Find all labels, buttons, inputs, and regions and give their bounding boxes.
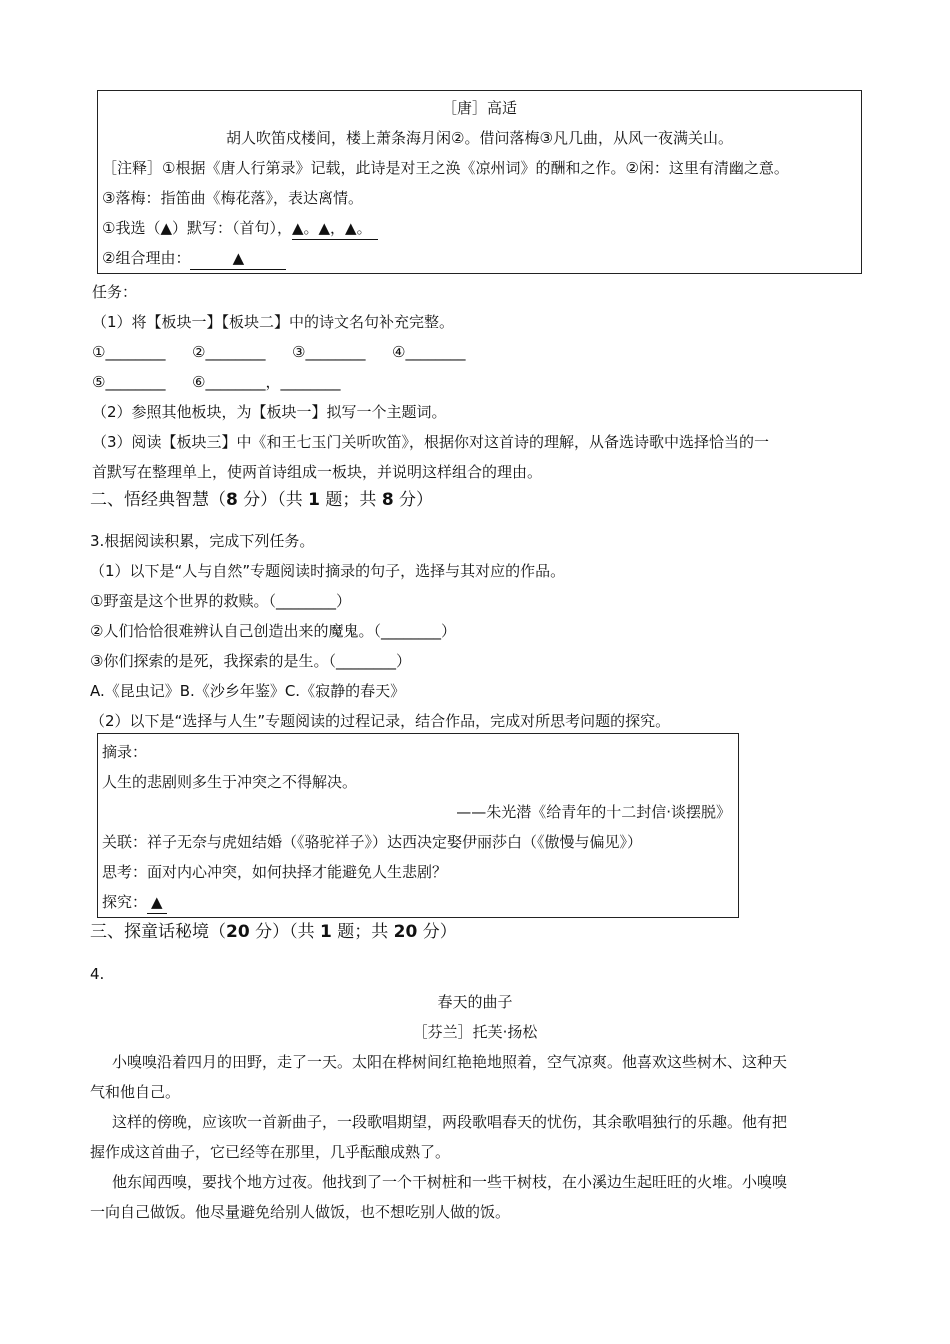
blank-4[interactable]: ④________: [392, 343, 466, 361]
excerpt-relation: 关联：祥子无奈与虎妞结婚（《骆驼祥子》）达西决定娶伊丽莎白（《傲慢与偏见》）: [102, 833, 643, 851]
q4-number: 4.: [90, 965, 105, 983]
section-2-title-text-2: 分）（共: [237, 490, 309, 510]
story-author: ［芬兰］托芙·扬松: [412, 1023, 538, 1041]
section-3-title-text-2: 分）（共: [249, 922, 320, 942]
blank-6[interactable]: ⑥________，________: [192, 373, 341, 391]
story-p1-line2: 气和他自己。: [90, 1083, 181, 1101]
task-q1: （1）将【板块一】【板块二】中的诗文名句补充完整。: [92, 313, 455, 331]
excerpt-source: ——朱光潜《给青年的十二封信·谈摆脱》: [456, 803, 731, 821]
story-title: 春天的曲子: [437, 993, 513, 1011]
section-3-points: 20: [226, 922, 250, 942]
section-2-count: 1: [308, 490, 320, 510]
section-2-title-text-4: 分）: [393, 490, 434, 510]
blank-3[interactable]: ③________: [292, 343, 366, 361]
section-2-title-text: 二、悟经典智慧（: [90, 490, 226, 510]
q3-sentence-3[interactable]: ③你们探索的是死，我探索的是生。（________）: [90, 652, 411, 670]
blank-1[interactable]: ①________: [92, 343, 166, 361]
section-3-title: [90, 921, 457, 943]
task-q3-line2: 首默写在整理单上，使两首诗组成一板块，并说明这样组合的理由。: [92, 463, 543, 481]
tasks-heading: 任务：: [92, 283, 138, 301]
poem-item-2-blank[interactable]: ▲: [190, 247, 286, 270]
section-2-points: 8: [226, 490, 238, 510]
q3-2: （2）以下是“选择与人生”专题阅读的过程记录，结合作品，完成对所思考问题的探究。: [90, 712, 671, 730]
section-3-count: 1: [319, 922, 332, 942]
poem-item-1-prefix: ①我选（▲）默写：（首句），: [102, 219, 292, 237]
q3-options: A.《昆虫记》B.《沙乡年鉴》C.《寂静的春天》: [90, 682, 406, 700]
q3-1: （1）以下是“人与自然”专题阅读时摘录的句子，选择与其对应的作品。: [90, 562, 566, 580]
poem-item-1-blank[interactable]: ▲。▲，▲。: [292, 217, 378, 240]
blank-2[interactable]: ②________: [192, 343, 266, 361]
poem-item-2-prefix: ②组合理由：: [102, 249, 191, 267]
excerpt-box: [97, 733, 739, 918]
section-3-title-text-3: 题；共: [331, 922, 394, 942]
task-q3-line1: （3）阅读【板块三】中《和王七玉门关听吹笛》，根据你对这首诗的理解，从备选诗歌中选择恰当的一: [92, 433, 770, 451]
excerpt-label: 摘录：: [102, 743, 148, 761]
blank-5[interactable]: ⑤________: [92, 373, 166, 391]
q3-sentence-2[interactable]: ②人们恰恰很难辨认自己创造出来的魔鬼。（________）: [90, 622, 456, 640]
q3-intro: 3.根据阅读积累，完成下列任务。: [90, 532, 315, 550]
section-2-title-text-3: 题；共: [320, 490, 382, 510]
section-2-total: 8: [381, 490, 394, 510]
task-q2: （2）参照其他板块，为【板块一】拟写一个主题词。: [92, 403, 447, 421]
excerpt-explore-label: 探究：: [102, 893, 148, 911]
excerpt-quote: 人生的悲剧则多生于冲突之不得解决。: [102, 773, 358, 791]
section-3-title-text-4: 分）: [417, 922, 457, 942]
story-p3-line2: 一向自己做饭。他尽量避免给别人做饭，也不想吃别人做的饭。: [90, 1203, 511, 1221]
section-2-title: [90, 489, 433, 511]
story-p1-line1: 小嗅嗅沿着四月的田野，走了一天。太阳在桦树间红艳艳地照着，空气凉爽。他喜欢这些树木、这种天: [112, 1053, 788, 1071]
poem-note-1: ［注释］①根据《唐人行第录》记载，此诗是对王之涣《凉州词》的酬和之作。②闲：这里有清幽之意。: [102, 159, 789, 177]
story-p2-line1: 这样的傍晚，应该吹一首新曲子，一段歌唱期望，两段歌唱春天的忧伤，其余歌唱独行的乐趣。他有把: [112, 1113, 788, 1131]
poem-dynasty-author: ［唐］高适: [441, 99, 517, 117]
excerpt-explore-blank[interactable]: ▲: [147, 891, 167, 914]
section-3-total: 20: [393, 922, 418, 942]
story-p2-line2: 握作成这首曲子，它已经等在那里，几乎酝酿成熟了。: [90, 1143, 451, 1161]
excerpt-thinking: 思考：面对内心冲突，如何抉择才能避免人生悲剧？: [102, 863, 448, 881]
poem-note-2: ③落梅：指笛曲《梅花落》，表达离情。: [102, 189, 363, 207]
poem-line: 胡人吹笛戍楼间，楼上萧条海月闲②。借问落梅③凡几曲，从风一夜满关山。: [226, 129, 733, 147]
section-3-title-text: 三、探童话秘境（: [90, 922, 226, 942]
q3-sentence-1[interactable]: ①野蛮是这个世界的救赎。（________）: [90, 592, 351, 610]
poem-item-2: [102, 247, 286, 270]
excerpt-explore: [102, 891, 167, 914]
story-p3-line1: 他东闻西嗅，要找个地方过夜。他找到了一个干树桩和一些干树枝，在小溪边生起旺旺的火堆。小嗅嗅: [112, 1173, 788, 1191]
poem-item-1: [102, 217, 378, 240]
